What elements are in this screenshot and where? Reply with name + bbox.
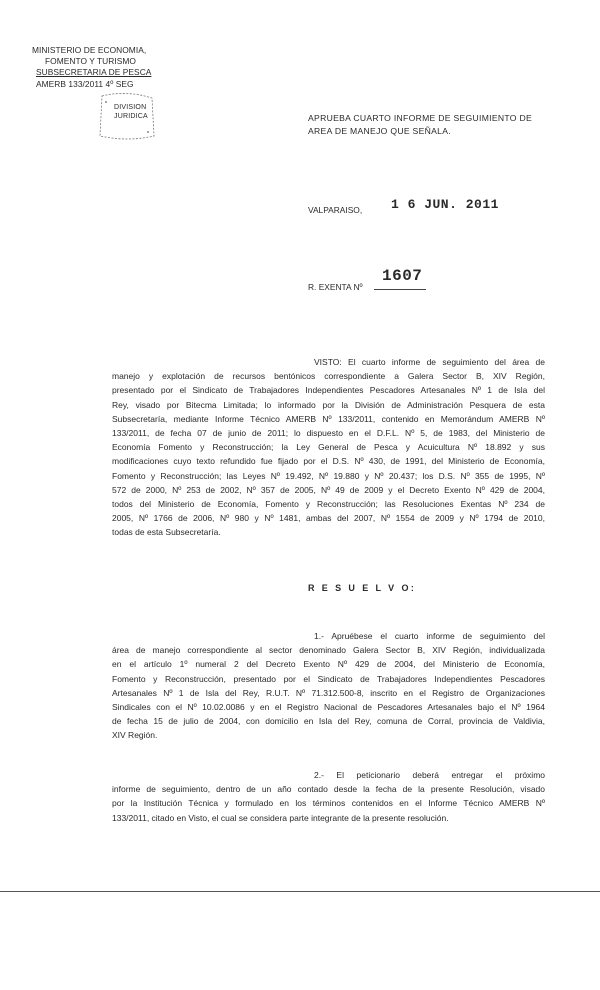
article-2-line: por la Institución Técnica y formulado en los términos contenidos en el Informe Técnico AMERB Nº [112, 798, 545, 809]
dateline-date-stamp: 1 6 JUN. 2011 [391, 197, 499, 212]
article-1-line: de fecha 15 de julio de 2004, con domicilio en Isla del Rey, comuna de Corral, provincia de Valdivia, [112, 716, 545, 727]
article-2-line: 133/2011, citado en Visto, el cual se considera parte integrante de la presente resolución. [112, 812, 449, 823]
resolution-subject [308, 112, 548, 138]
visto-line: VISTO: El cuarto informe de seguimiento del área de [314, 357, 545, 367]
article-1-line: Sindicales con el Nº 10.02.0086 y en el Registro Nacional de Pescadores Artesanales bajo el Nº 1964 [112, 702, 545, 713]
visto-line: Subsecretaría, mediante Informe Técnico AMERB Nº 133/2011, contenido en Memorándum AMERB Nº [112, 413, 545, 424]
stamp-label-juridica: JURIDICA [114, 113, 148, 120]
article-1-line: área de manejo correspondiente al sector denominado Galera Sector B, XIV Región, individualizada [112, 645, 545, 656]
article-1-line: XIV Región. [112, 730, 158, 741]
page-bottom-rule [0, 891, 600, 892]
letterhead-ministry: MINISTERIO DE ECONOMIA, [32, 45, 147, 55]
visto-line: 572 de 2000, Nº 253 de 2002, Nº 357 de 2005, Nº 49 de 2009 y el Decreto Exento Nº 429 de 2004, [112, 484, 545, 495]
visto-line: presentado por el Sindicato de Trabajadores Independientes Pescadores Artesanales Nº 1 de Isla del [112, 385, 545, 396]
letterhead-subsecretaria: SUBSECRETARIA DE PESCA [36, 67, 152, 77]
exenta-label: R. EXENTA Nº [308, 282, 363, 292]
visto-line: todos del Ministerio de Economía, Fomento y Reconstrucción; las Resoluciones Exentas Nº 234 de [112, 499, 545, 510]
visto-line: 2005, Nº 1766 de 2006, Nº 980 y Nº 1481, ambas del 2007, Nº 1554 de 2009 y Nº 1794 de 2010, [112, 513, 545, 524]
article-1-line: Fomento y Reconstrucción, presentado por el Sindicato de Trabajadores Independientes Pescadores [112, 673, 545, 684]
visto-line: 133/2011, de fecha 07 de junio de 2011; lo dispuesto en el D.F.L. Nº 5, de 1983, del Ministerio de [112, 428, 545, 439]
letterhead-reference: AMERB 133/2011 4º SEG [36, 79, 134, 89]
visto-line: manejo y explotación de recursos bentónicos correspondiente a Galera Sector B, XIV Región, [112, 371, 545, 382]
visto-line: Rey, visado por Bitecma Limitada; lo informado por la División de Administración Pesquera de esta [112, 399, 545, 410]
subject-line-1: APRUEBA CUARTO INFORME DE SEGUIMIENTO DE [308, 113, 533, 123]
resuelvo-heading: R E S U E L V O: [308, 583, 417, 593]
subject-line-2: AREA DE MANEJO QUE SEÑALA. [308, 126, 451, 136]
article-1-line: en el artículo 1º numeral 2 del Decreto Exento Nº 429 de 2004, del Ministerio de Economía, [112, 659, 545, 670]
article-2-line: 2.- El peticionario deberá entregar el próximo [314, 770, 545, 780]
visto-line: modificaciones cuyo texto refundido fue fijado por el D.S. Nº 430, de 1991, del Ministerio de Economía, [112, 456, 545, 467]
article-1-line: Artesanales Nº 1 de Isla del Rey, R.U.T. Nº 71.312.500-8, inscrito en el Registro de Organizaciones [112, 687, 545, 698]
article-1-paragraph [112, 629, 545, 743]
exenta-underline [374, 289, 426, 290]
visto-line: Fomento y Reconstrucción; las Leyes Nº 19.492, Nº 19.880 y Nº 20.437; los D.S. Nº 355 de 1995, Nº [112, 470, 545, 481]
article-2-paragraph [112, 768, 545, 825]
exenta-number: 1607 [382, 267, 423, 285]
stamp-label-division: DIVISION [114, 104, 147, 111]
visto-paragraph [112, 355, 545, 540]
article-2-line: informe de seguimiento, dentro de un año contado desde la fecha de la presente Resolución, visado [112, 784, 545, 795]
visto-line: Economía Fomento y Reconstrucción; la Ley General de Pesca y Acuicultura Nº 18.892 y sus [112, 442, 545, 453]
visto-line: todas de esta Subsecretaría. [112, 527, 221, 538]
article-1-line: 1.- Apruébese el cuarto informe de seguimiento del [314, 631, 545, 641]
dateline-city: VALPARAISO, [308, 205, 363, 215]
letterhead-ministry-line2: FOMENTO Y TURISMO [45, 56, 136, 66]
